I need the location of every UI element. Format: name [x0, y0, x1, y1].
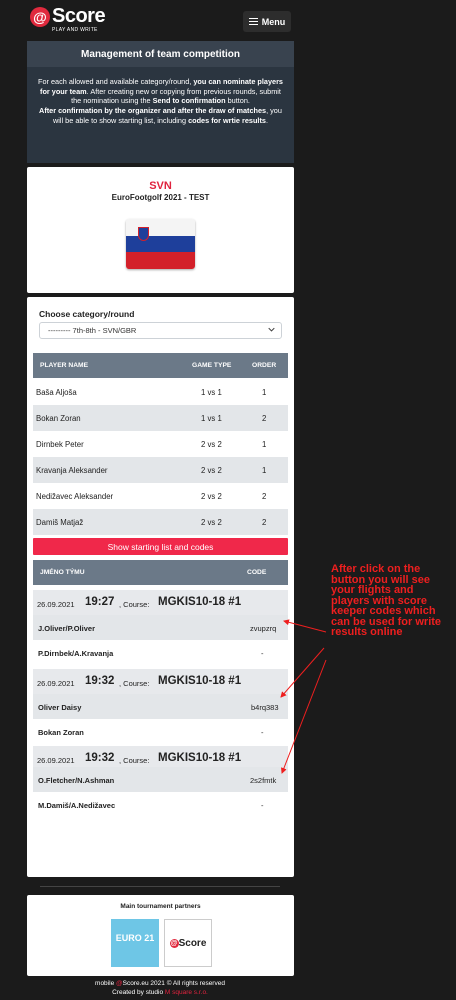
table-row: Bokan Zoran 1 vs 1 2 — [33, 405, 288, 431]
flight-player-row: O.Fletcher/N.Ashman 2s2fmtk — [33, 767, 288, 792]
keeper-code[interactable]: 2s2fmtk — [250, 776, 277, 785]
table-row: Nedižavec Aleksander 2 vs 2 2 — [36, 492, 267, 501]
table-row: Baša Aljoša 1 vs 1 1 — [36, 388, 267, 397]
logo[interactable] — [30, 6, 105, 33]
flight-header: 26.09.2021 19:32 , Course: MGKIS10-18 #1 — [33, 746, 288, 771]
flight-header: 26.09.2021 19:32 , Course: MGKIS10-18 #1 — [33, 669, 288, 694]
studio-link[interactable]: M square s.r.o. — [164, 989, 208, 996]
col-game-type: GAME TYPE — [192, 362, 232, 369]
partners-title: Main tournament partners — [120, 903, 201, 910]
col-team-name: JMÉNO TÝMU — [40, 569, 85, 576]
table-row: Dirnbek Peter 2 vs 2 1 — [36, 440, 267, 449]
footer — [0, 979, 320, 997]
top-bar — [0, 0, 456, 38]
euro21-partner-logo[interactable] — [111, 919, 159, 967]
starting-list-header — [33, 560, 288, 585]
annotation-note: After click on the button you will see your flights and players with score keeper codes which can be used for write results online — [331, 563, 442, 638]
flight-player-row: J.Oliver/P.Oliver zvupzrq — [33, 615, 288, 640]
logo-tagline: PLAY AND WRITE — [52, 27, 98, 33]
category-selected-value: --------- 7th-8th - SVN/GBR — [48, 326, 137, 335]
col-order: ORDER — [252, 362, 277, 369]
management-title: Management of team competition — [27, 41, 294, 67]
chevron-down-icon — [268, 326, 275, 333]
divider — [40, 886, 280, 887]
table-row: Kravanja Aleksander 2 vs 2 1 — [33, 457, 288, 483]
players-table-header — [33, 353, 288, 378]
main-panel — [27, 297, 294, 877]
partners-panel — [27, 895, 294, 976]
col-player-name: PLAYER NAME — [40, 362, 89, 369]
footer-credit: Created by studio M square s.r.o. — [112, 989, 208, 996]
menu-label: Menu — [261, 16, 286, 27]
ascore-partner-logo[interactable]: @ Score — [164, 919, 212, 967]
management-panel — [27, 41, 294, 163]
flight-player-row: Oliver Daisy b4rq383 — [33, 694, 288, 719]
management-instructions: For each allowed and available category/round, you can nominate players for your team. After creating new or copying from previous rounds, submit the nomination using the Send to confirmation button. After confirmation by the organizer and after the draw of matches, you will be able to show starting list, including codes for wrtie results. — [38, 77, 283, 125]
hamburger-icon — [249, 18, 258, 25]
keeper-code[interactable]: b4rq383 — [251, 703, 279, 712]
col-code: CODE — [247, 569, 267, 576]
flight-player-row: P.Dirnbek/A.Kravanja - — [38, 649, 264, 658]
team-code: SVN — [149, 180, 172, 192]
category-select[interactable] — [39, 322, 282, 339]
logo-word: Score — [52, 5, 106, 27]
menu-button[interactable] — [243, 11, 291, 32]
footer-copyright: mobile @Score.eu 2021 © All rights reserved — [95, 980, 225, 987]
slovenia-flag-icon — [126, 219, 195, 269]
category-label: Choose category/round — [39, 309, 135, 319]
keeper-code[interactable]: zvupzrq — [250, 624, 277, 633]
team-card — [27, 167, 294, 293]
euro21-logo-text: EURO 21 — [115, 933, 155, 943]
flight-header: 26.09.2021 19:27 , Course: MGKIS10-18 #1 — [33, 590, 288, 615]
flight-player-row: Bokan Zoran - — [38, 728, 264, 737]
event-name: EuroFootgolf 2021 - TEST — [111, 193, 210, 202]
show-starting-list-button[interactable]: Show starting list and codes — [33, 538, 288, 555]
logo-mark: @ — [30, 7, 50, 27]
flight-player-row: M.Damiš/A.Nedižavec - — [38, 801, 264, 810]
table-row: Damiš Matjaž 2 vs 2 2 — [33, 509, 288, 535]
